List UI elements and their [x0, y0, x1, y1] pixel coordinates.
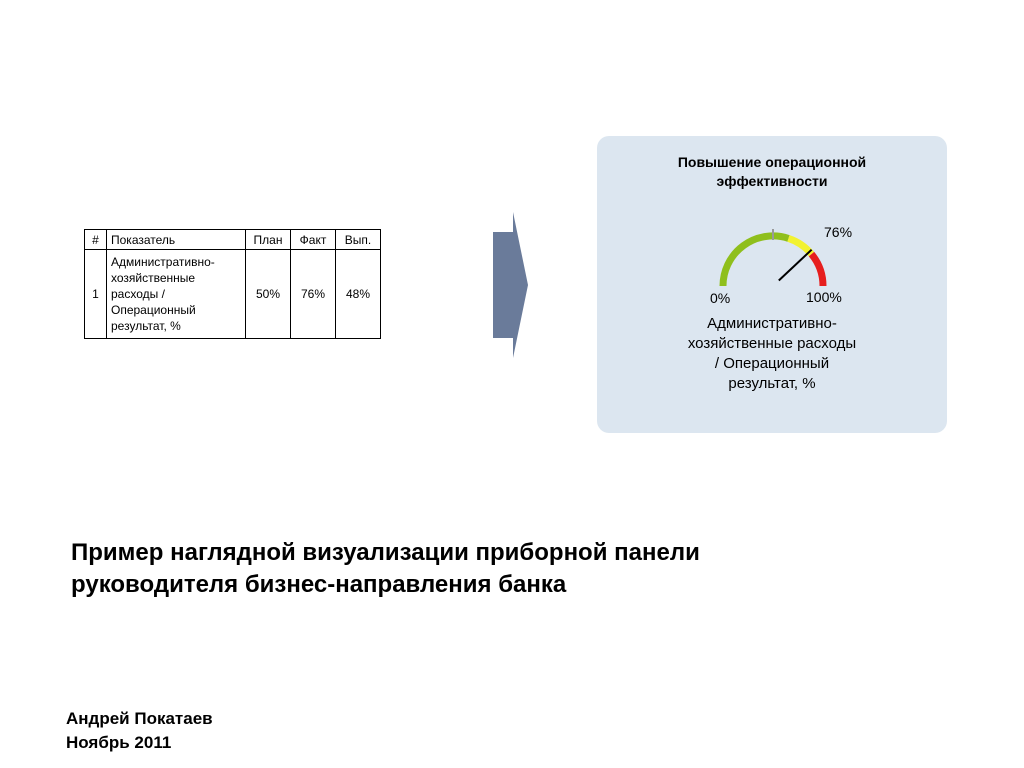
metric-label-line: / Операционный: [714, 355, 830, 372]
panel-title-line: эффективности: [716, 173, 828, 189]
gauge-chart: [597, 136, 947, 316]
table-row: [85, 250, 381, 339]
table-header-row: [85, 230, 381, 250]
gauge-needle: [779, 250, 812, 281]
slide-headline: [71, 537, 931, 601]
indicator-name-cell: [107, 250, 246, 339]
indicator-name-line: расходы /: [111, 287, 165, 301]
completion-cell: 48%: [336, 250, 381, 339]
col-header-indicator: Показатель: [107, 230, 246, 250]
indicator-name-line: результат, %: [111, 319, 181, 333]
gauge-zone-green: [723, 236, 789, 286]
metric-label-line: результат, %: [728, 375, 816, 392]
presentation-date: Ноябрь 2011: [66, 733, 172, 752]
chevron-right-arrow: [493, 212, 533, 358]
gauge-metric-label: [672, 314, 872, 394]
metric-label-line: хозяйственные расходы: [687, 335, 857, 352]
row-number-cell: 1: [85, 250, 107, 339]
plan-cell: 50%: [246, 250, 291, 339]
arrow-shape: [493, 212, 528, 358]
col-header-num: #: [85, 230, 107, 250]
gauge-min-label: 0%: [710, 290, 731, 306]
kpi-table: [84, 229, 381, 339]
col-header-plan: План: [246, 230, 291, 250]
metric-label-line: Административно-: [707, 315, 837, 332]
col-header-completion: Вып.: [336, 230, 381, 250]
slide-footer: [66, 707, 213, 755]
indicator-name-line: хозяйственные: [111, 271, 196, 285]
gauge-max-label: 100%: [806, 289, 842, 305]
gauge-value-label: 76%: [824, 224, 853, 240]
dashboard-panel: [597, 136, 947, 433]
panel-title-line: Повышение операционной: [677, 154, 867, 170]
author-name: Андрей Покатаев: [66, 709, 213, 728]
indicator-name-line: Административно-: [111, 255, 215, 269]
headline-line: Пример наглядной визуализации приборной панели: [71, 539, 700, 566]
col-header-fact: Факт: [291, 230, 336, 250]
gauge-zone-red: [812, 254, 824, 286]
fact-cell: 76%: [291, 250, 336, 339]
headline-line: руководителя бизнес-направления банка: [71, 571, 567, 598]
indicator-name-line: Операционный: [111, 303, 196, 317]
